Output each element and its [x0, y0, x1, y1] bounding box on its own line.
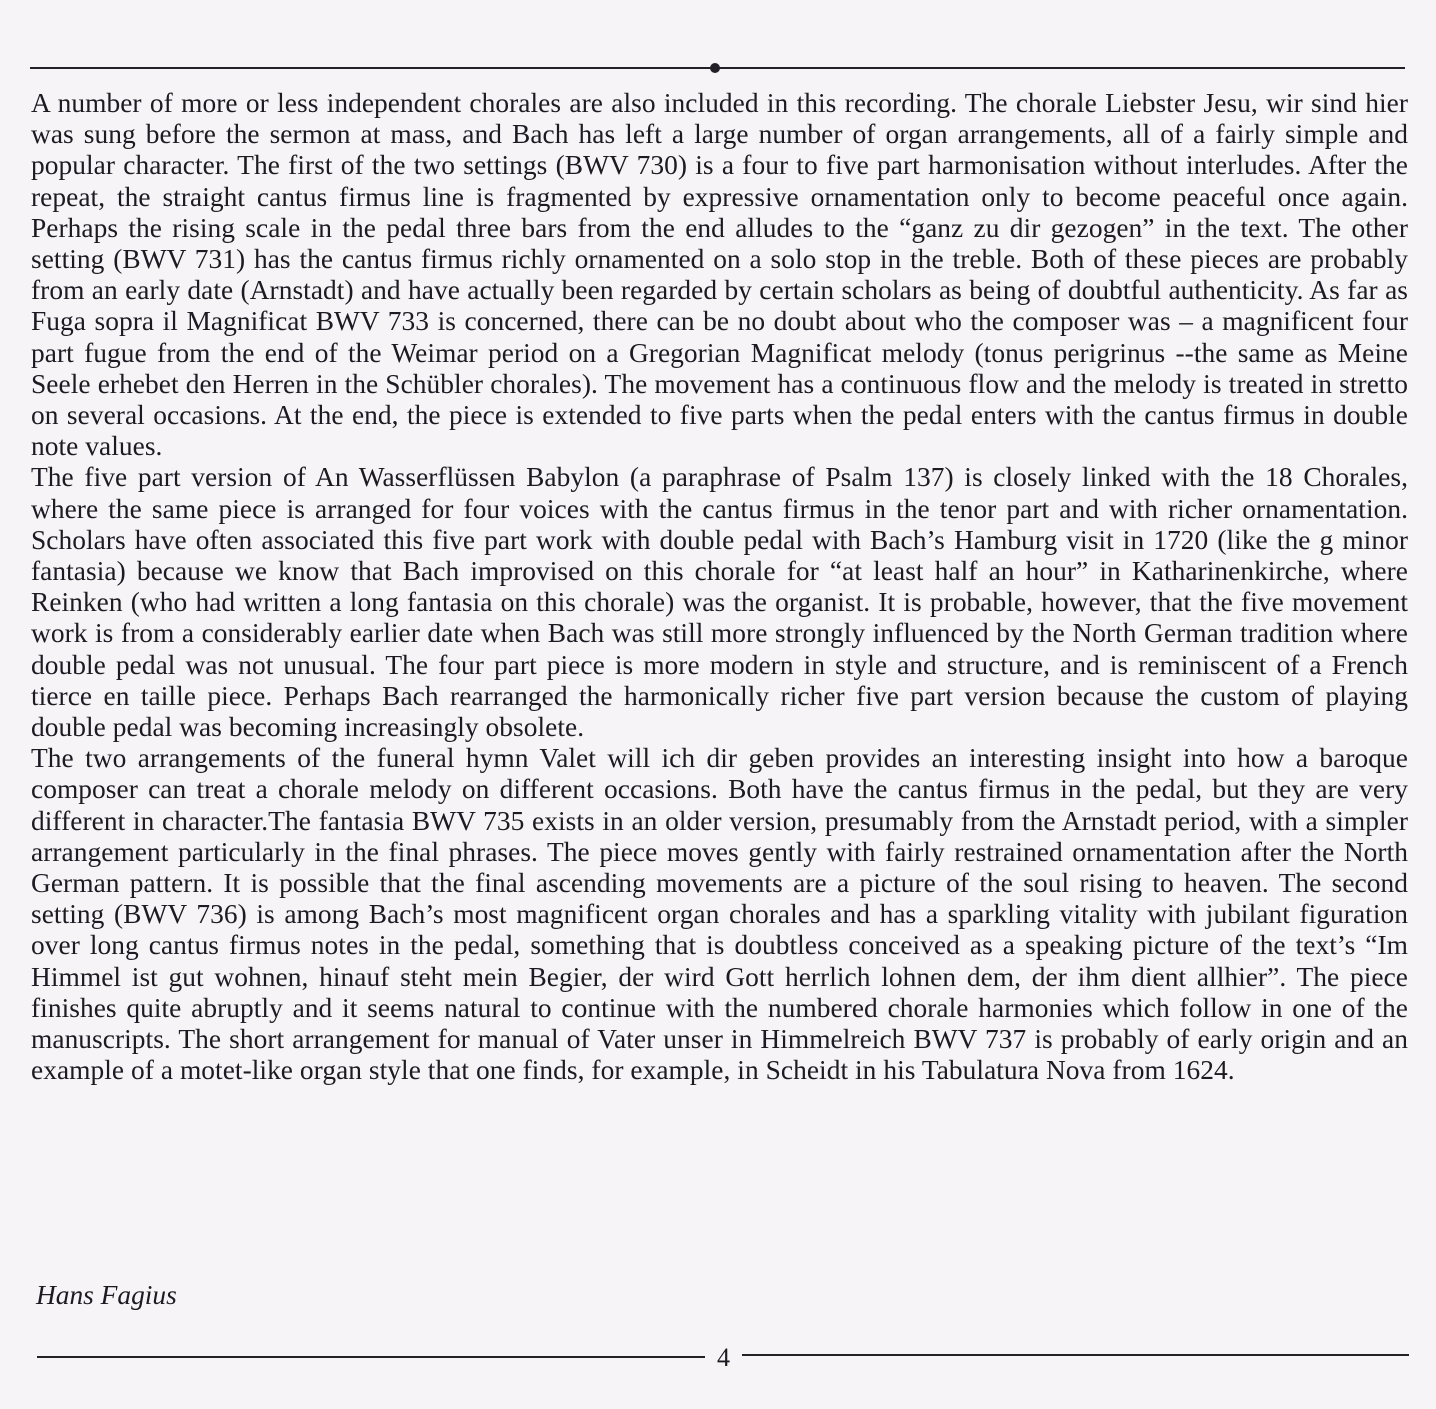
divider-dot-ornament [710, 63, 720, 73]
footer-rule-left [37, 1356, 705, 1358]
author-signature: Hans Fagius [36, 1280, 177, 1310]
footer-rule-right [742, 1354, 1409, 1356]
paragraph-valet: The two arrangements of the funeral hymn Valet will ich dir geben provides an interesting insight into how a baroque composer can treat a chorale melody on different occasions. Both have the cantus firmus in the pedal, but they are very different in character.The fantasia BWV 735 exists in an older version, presumably from the Arnstadt period, with a simpler arrangement particularly in the final phrases. The piece moves gently with fairly restrained ornamentation after the North German pattern. It is possible that the final ascending movements are a picture of the soul rising to heaven. The second setting (BWV 736) is among Bach’s most magnificent organ chorales and has a sparkling vitality with jubilant figuration over long cantus firmus notes in the pedal, something that is doubtless conceived as a speaking picture of the text’s “Im Himmel ist gut wohnen, hinauf steht mein Begier, der wird Gott herrlich lohnen dem, der ihm dient allhier”. The piece finishes quite abruptly and it seems natural to continue with the numbered chorale harmonies which follow in one of the manuscripts. The short arrangement for manual of Vater unser in Himmelreich BWV 737 is probably of early origin and an example of a motet-like organ style that one finds, for example, in Scheidt in his Tabulatura Nova from 1624. [31, 743, 1408, 1086]
article-body [31, 88, 1408, 1087]
page-number: 4 [717, 1343, 730, 1372]
paragraph-wasserflussen: The five part version of An Wasserflüssen Babylon (a paraphrase of Psalm 137) is closely linked with the 18 Chorales, where the same piece is arranged for four voices with the cantus firmus in the tenor part and with richer ornamentation. Scholars have often associated this five part work with double pedal with Bach’s Hamburg visit in 1720 (like the g minor fantasia) because we know that Bach improvised on this chorale for “at least half an hour” in Katharinenkirche, where Reinken (who had written a long fantasia on this chorale) was the organist. It is probable, however, that the five movement work is from a considerably earlier date when Bach was still more strongly influenced by the North German tradition where double pedal was not unusual. The four part piece is more modern in style and structure, and is reminiscent of a French tierce en taille piece. Perhaps Bach rearranged the harmonically richer five part version because the custom of playing double pedal was becoming increasingly obsolete. [31, 462, 1408, 743]
paragraph-chorales: A number of more or less independent chorales are also included in this recording. The chorale Liebster Jesu, wir sind hier was sung before the sermon at mass, and Bach has left a large number of organ arrangements, all of a fairly simple and popular character. The first of the two settings (BWV 730) is a four to five part harmonisation without interludes. After the repeat, the straight cantus firmus line is fragmented by expressive ornamentation only to become peaceful once again. Perhaps the rising scale in the pedal three bars from the end alludes to the “ganz zu dir gezogen” in the text. The other setting (BWV 731) has the cantus firmus richly ornamented on a solo stop in the treble. Both of these pieces are probably from an early date (Arnstadt) and have actually been regarded by certain scholars as being of doubtful authenticity. As far as Fuga sopra il Magnificat BWV 733 is concerned, there can be no doubt about who the composer was – a magnificent four part fugue from the end of the Weimar period on a Gregorian Magnificat melody (tonus perigrinus --the same as Meine Seele erhebet den Herren in the Schübler chorales). The movement has a continuous flow and the melody is treated in stretto on several occasions. At the end, the piece is extended to five parts when the pedal enters with the cantus firmus in double note values. [31, 88, 1408, 462]
